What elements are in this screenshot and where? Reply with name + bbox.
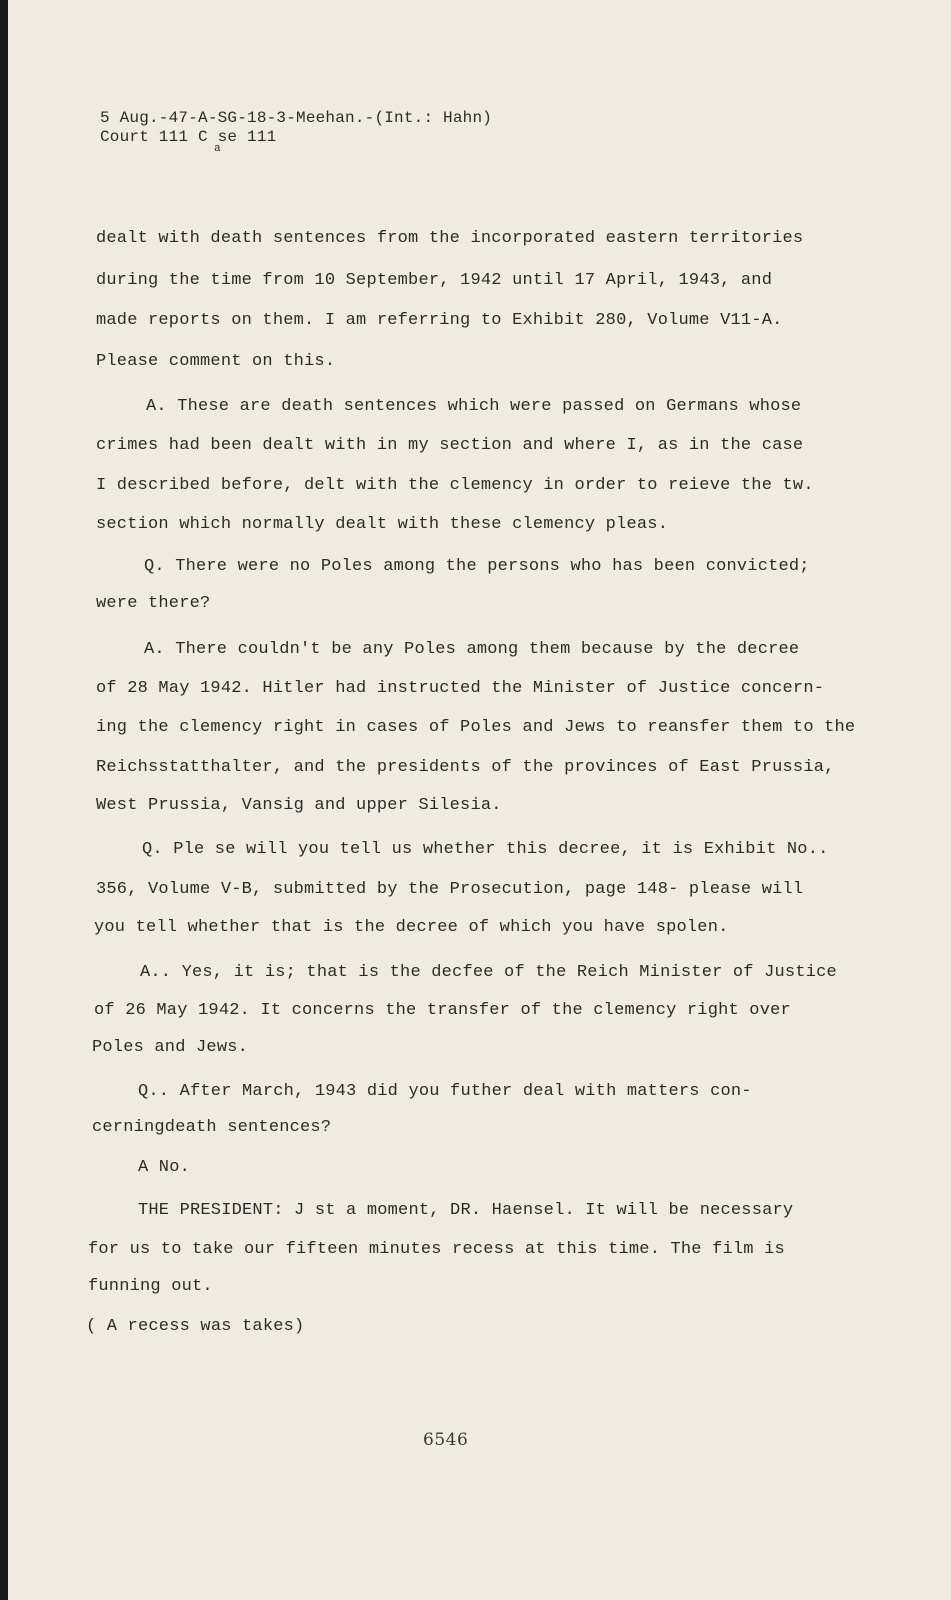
body-line-25: THE PRESIDENT: J st a moment, DR. Haensel. It will be necessary	[138, 1201, 794, 1220]
body-line-15: West Prussia, Vansig and upper Silesia.	[96, 796, 502, 815]
header-line-2: Court 111 C se 111	[100, 128, 277, 146]
body-line-26: for us to take our fifteen minutes recess at this time. The film is	[88, 1240, 785, 1259]
body-line-28: ( A recess was takes)	[86, 1317, 305, 1336]
body-line-23: cerningdeath sentences?	[92, 1118, 332, 1137]
body-line-27: funning out.	[88, 1277, 213, 1296]
body-line-2: during the time from 10 September, 1942 until 17 April, 1943, and	[96, 271, 773, 290]
body-line-6: crimes had been dealt with in my section and where I, as in the case	[96, 436, 804, 455]
body-line-19: A.. Yes, it is; that is the decfee of the Reich Minister of Justice	[140, 963, 837, 982]
body-line-9: Q. There were no Poles among the persons who has been convicted;	[144, 557, 810, 576]
body-line-5: A. These are death sentences which were passed on Germans whose	[146, 397, 802, 416]
body-line-18: you tell whether that is the decree of which you have spolen.	[94, 918, 729, 937]
body-line-10: were there?	[96, 594, 211, 613]
body-line-7: I described before, delt with the clemency in order to reieve the tw.	[96, 476, 814, 495]
body-line-20: of 26 May 1942. It concerns the transfer of the clemency right over	[94, 1001, 791, 1020]
body-line-12: of 28 May 1942. Hitler had instructed the Minister of Justice concern-	[96, 679, 825, 698]
page-number: 6546	[423, 1430, 469, 1450]
body-line-16: Q. Ple se will you tell us whether this decree, it is Exhibit No..	[142, 840, 829, 859]
body-line-22: Q.. After March, 1943 did you futher deal with matters con-	[138, 1082, 752, 1101]
body-line-11: A. There couldn't be any Poles among them because by the decree	[144, 640, 800, 659]
body-line-1: dealt with death sentences from the incorporated eastern territories	[96, 229, 804, 248]
body-line-8: section which normally dealt with these clemency pleas.	[96, 515, 669, 534]
body-line-13: ing the clemency right in cases of Poles and Jews to reansfer them to the	[96, 718, 856, 737]
header-line-2-superscript: a	[214, 143, 221, 155]
body-line-17: 356, Volume V-B, submitted by the Prosecution, page 148- please will	[96, 880, 804, 899]
document	[8, 0, 951, 1600]
body-line-14: Reichsstatthalter, and the presidents of the provinces of East Prussia,	[96, 758, 835, 777]
header-line-1: 5 Aug.-47-A-SG-18-3-Meehan.-(Int.: Hahn)	[100, 109, 493, 127]
body-line-3: made reports on them. I am referring to Exhibit 280, Volume V11-A.	[96, 311, 783, 330]
body-line-21: Poles and Jews.	[92, 1038, 249, 1057]
body-line-24: A No.	[138, 1158, 191, 1177]
document-page	[8, 0, 951, 1600]
body-line-4: Please comment on this.	[96, 352, 336, 371]
